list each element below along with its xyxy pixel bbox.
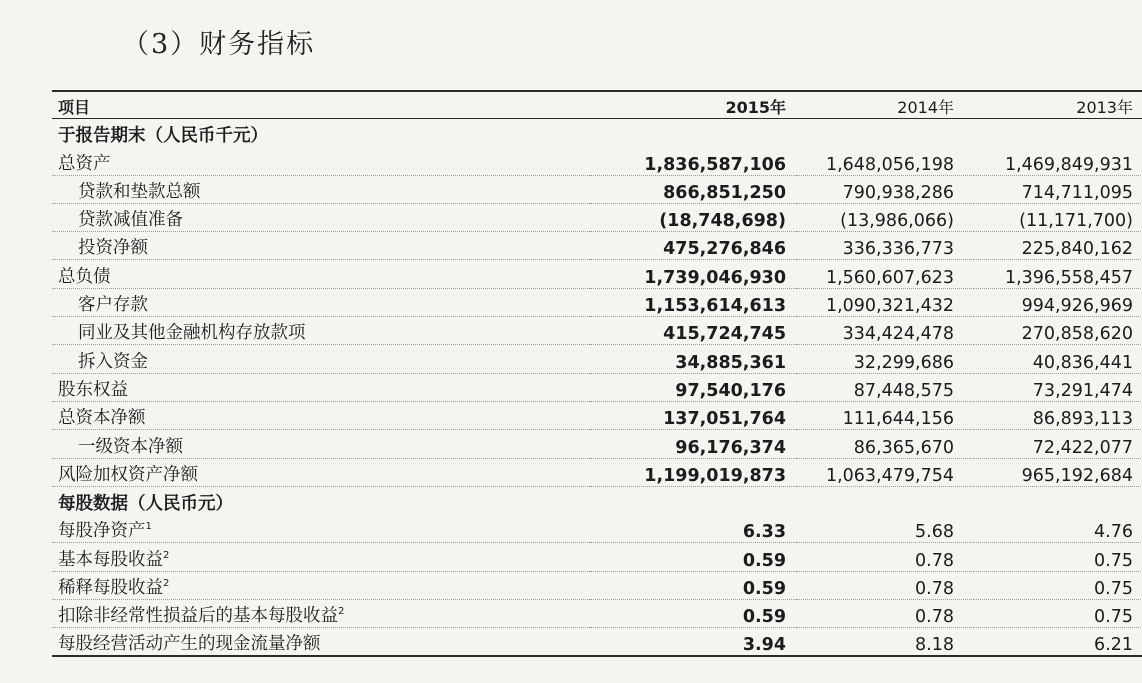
value-2014: 790,938,286: [796, 175, 974, 203]
row-label-text: 总资产: [58, 153, 111, 174]
value-2015: 1,739,046,930: [590, 260, 796, 288]
value-2014: 1,090,321,432: [796, 288, 974, 316]
table-row: [52, 430, 1142, 458]
row-label: [52, 401, 590, 429]
footnote-marker: 1: [145, 521, 152, 533]
value-2013: 225,840,162: [974, 232, 1142, 260]
value-2013: 0.75: [974, 543, 1142, 571]
value-2013: 40,836,441: [974, 345, 1142, 373]
table-row: [52, 317, 1142, 345]
table-row: [52, 628, 1142, 656]
value-2013: 72,422,077: [974, 430, 1142, 458]
table-row: [52, 571, 1142, 599]
value-2013: 4.76: [974, 515, 1142, 543]
value-2015: 34,885,361: [590, 345, 796, 373]
table-row: [52, 260, 1142, 288]
row-label-text: 基本每股收益: [58, 549, 163, 570]
table-row: [52, 288, 1142, 316]
value-2013: 0.75: [974, 600, 1142, 628]
table-row: [52, 515, 1142, 543]
value-2015: 96,176,374: [590, 430, 796, 458]
value-2013: 270,858,620: [974, 317, 1142, 345]
table-row: [52, 458, 1142, 486]
value-2015: 137,051,764: [590, 401, 796, 429]
value-2015: 0.59: [590, 600, 796, 628]
column-header-2013: 2013年: [974, 91, 1142, 119]
value-2014: 1,648,056,198: [796, 147, 974, 175]
table-row: [52, 345, 1142, 373]
value-2015: 6.33: [590, 515, 796, 543]
value-2013: (11,171,700): [974, 203, 1142, 231]
table-row: [52, 175, 1142, 203]
section-header-row: [52, 486, 1142, 514]
value-2014: 0.78: [796, 543, 974, 571]
value-2013: 994,926,969: [974, 288, 1142, 316]
row-label: [52, 260, 590, 288]
value-2013: 0.75: [974, 571, 1142, 599]
column-header-2014: 2014年: [796, 91, 974, 119]
row-label-text: 稀释每股收益: [58, 578, 163, 599]
row-label: [52, 345, 590, 373]
table-row: [52, 232, 1142, 260]
value-2015: 1,153,614,613: [590, 288, 796, 316]
value-2015: (18,748,698): [590, 203, 796, 231]
row-label: [52, 317, 590, 345]
value-2014: 5.68: [796, 515, 974, 543]
table-row: [52, 600, 1142, 628]
row-label-text: 总负债: [58, 266, 111, 287]
row-label: [52, 203, 590, 231]
footnote-marker: 2: [338, 606, 345, 618]
value-2015: 0.59: [590, 543, 796, 571]
section-title: 每股数据（人民币元）: [58, 493, 233, 514]
column-header-2015: 2015年: [590, 91, 796, 119]
value-2014: 111,644,156: [796, 401, 974, 429]
row-label: [52, 373, 590, 401]
row-label-text: 拆入资金: [78, 351, 148, 372]
row-label: [52, 515, 590, 543]
row-label: [52, 430, 590, 458]
value-2014: 8.18: [796, 628, 974, 656]
value-2015: 97,540,176: [590, 373, 796, 401]
table-row: [52, 543, 1142, 571]
row-label: [52, 288, 590, 316]
row-label-text: 贷款和垫款总额: [78, 181, 201, 202]
column-header-item: 项目: [52, 91, 590, 119]
value-2015: 3.94: [590, 628, 796, 656]
row-label: [52, 147, 590, 175]
row-label: [52, 543, 590, 571]
value-2014: 32,299,686: [796, 345, 974, 373]
table-header-row: [52, 91, 1142, 119]
value-2013: 1,396,558,457: [974, 260, 1142, 288]
value-2015: 866,851,250: [590, 175, 796, 203]
row-label-text: 同业及其他金融机构存放款项: [78, 323, 306, 344]
row-label: [52, 232, 590, 260]
value-2013: 1,469,849,931: [974, 147, 1142, 175]
value-2013: 6.21: [974, 628, 1142, 656]
table-row: [52, 373, 1142, 401]
value-2014: 0.78: [796, 571, 974, 599]
section-header-row: [52, 119, 1142, 147]
footnote-marker: 2: [163, 549, 170, 561]
row-label-text: 风险加权资产净额: [58, 464, 198, 485]
row-label-text: 客户存款: [78, 295, 148, 316]
value-2015: 415,724,745: [590, 317, 796, 345]
row-label: [52, 600, 590, 628]
value-2014: 334,424,478: [796, 317, 974, 345]
table-body: [52, 119, 1142, 657]
row-label-text: 每股经营活动产生的现金流量净额: [58, 634, 321, 655]
table-row: [52, 147, 1142, 175]
row-label: [52, 458, 590, 486]
value-2014: 86,365,670: [796, 430, 974, 458]
row-label: [52, 175, 590, 203]
value-2015: 1,199,019,873: [590, 458, 796, 486]
row-label-text: 总资本净额: [58, 408, 146, 429]
section-title: 于报告期末（人民币千元）: [58, 125, 268, 146]
row-label: [52, 628, 590, 656]
value-2014: 1,063,479,754: [796, 458, 974, 486]
value-2013: 714,711,095: [974, 175, 1142, 203]
value-2014: 336,336,773: [796, 232, 974, 260]
value-2014: 1,560,607,623: [796, 260, 974, 288]
value-2013: 965,192,684: [974, 458, 1142, 486]
row-label-text: 贷款减值准备: [78, 210, 183, 231]
value-2014: 87,448,575: [796, 373, 974, 401]
value-2015: 1,836,587,106: [590, 147, 796, 175]
financial-indicators-table: [52, 90, 1142, 657]
row-label: [52, 571, 590, 599]
value-2015: 475,276,846: [590, 232, 796, 260]
value-2014: (13,986,066): [796, 203, 974, 231]
row-label-text: 每股净资产: [58, 521, 146, 542]
table-row: [52, 401, 1142, 429]
value-2013: 73,291,474: [974, 373, 1142, 401]
table-row: [52, 203, 1142, 231]
value-2014: 0.78: [796, 600, 974, 628]
row-label-text: 一级资本净额: [78, 436, 183, 457]
page-heading: （3）财务指标: [122, 29, 316, 60]
row-label-text: 投资净额: [78, 238, 148, 259]
row-label-text: 扣除非经常性损益后的基本每股收益: [58, 606, 338, 627]
value-2013: 86,893,113: [974, 401, 1142, 429]
footnote-marker: 2: [163, 578, 170, 590]
value-2015: 0.59: [590, 571, 796, 599]
row-label-text: 股东权益: [58, 379, 128, 400]
